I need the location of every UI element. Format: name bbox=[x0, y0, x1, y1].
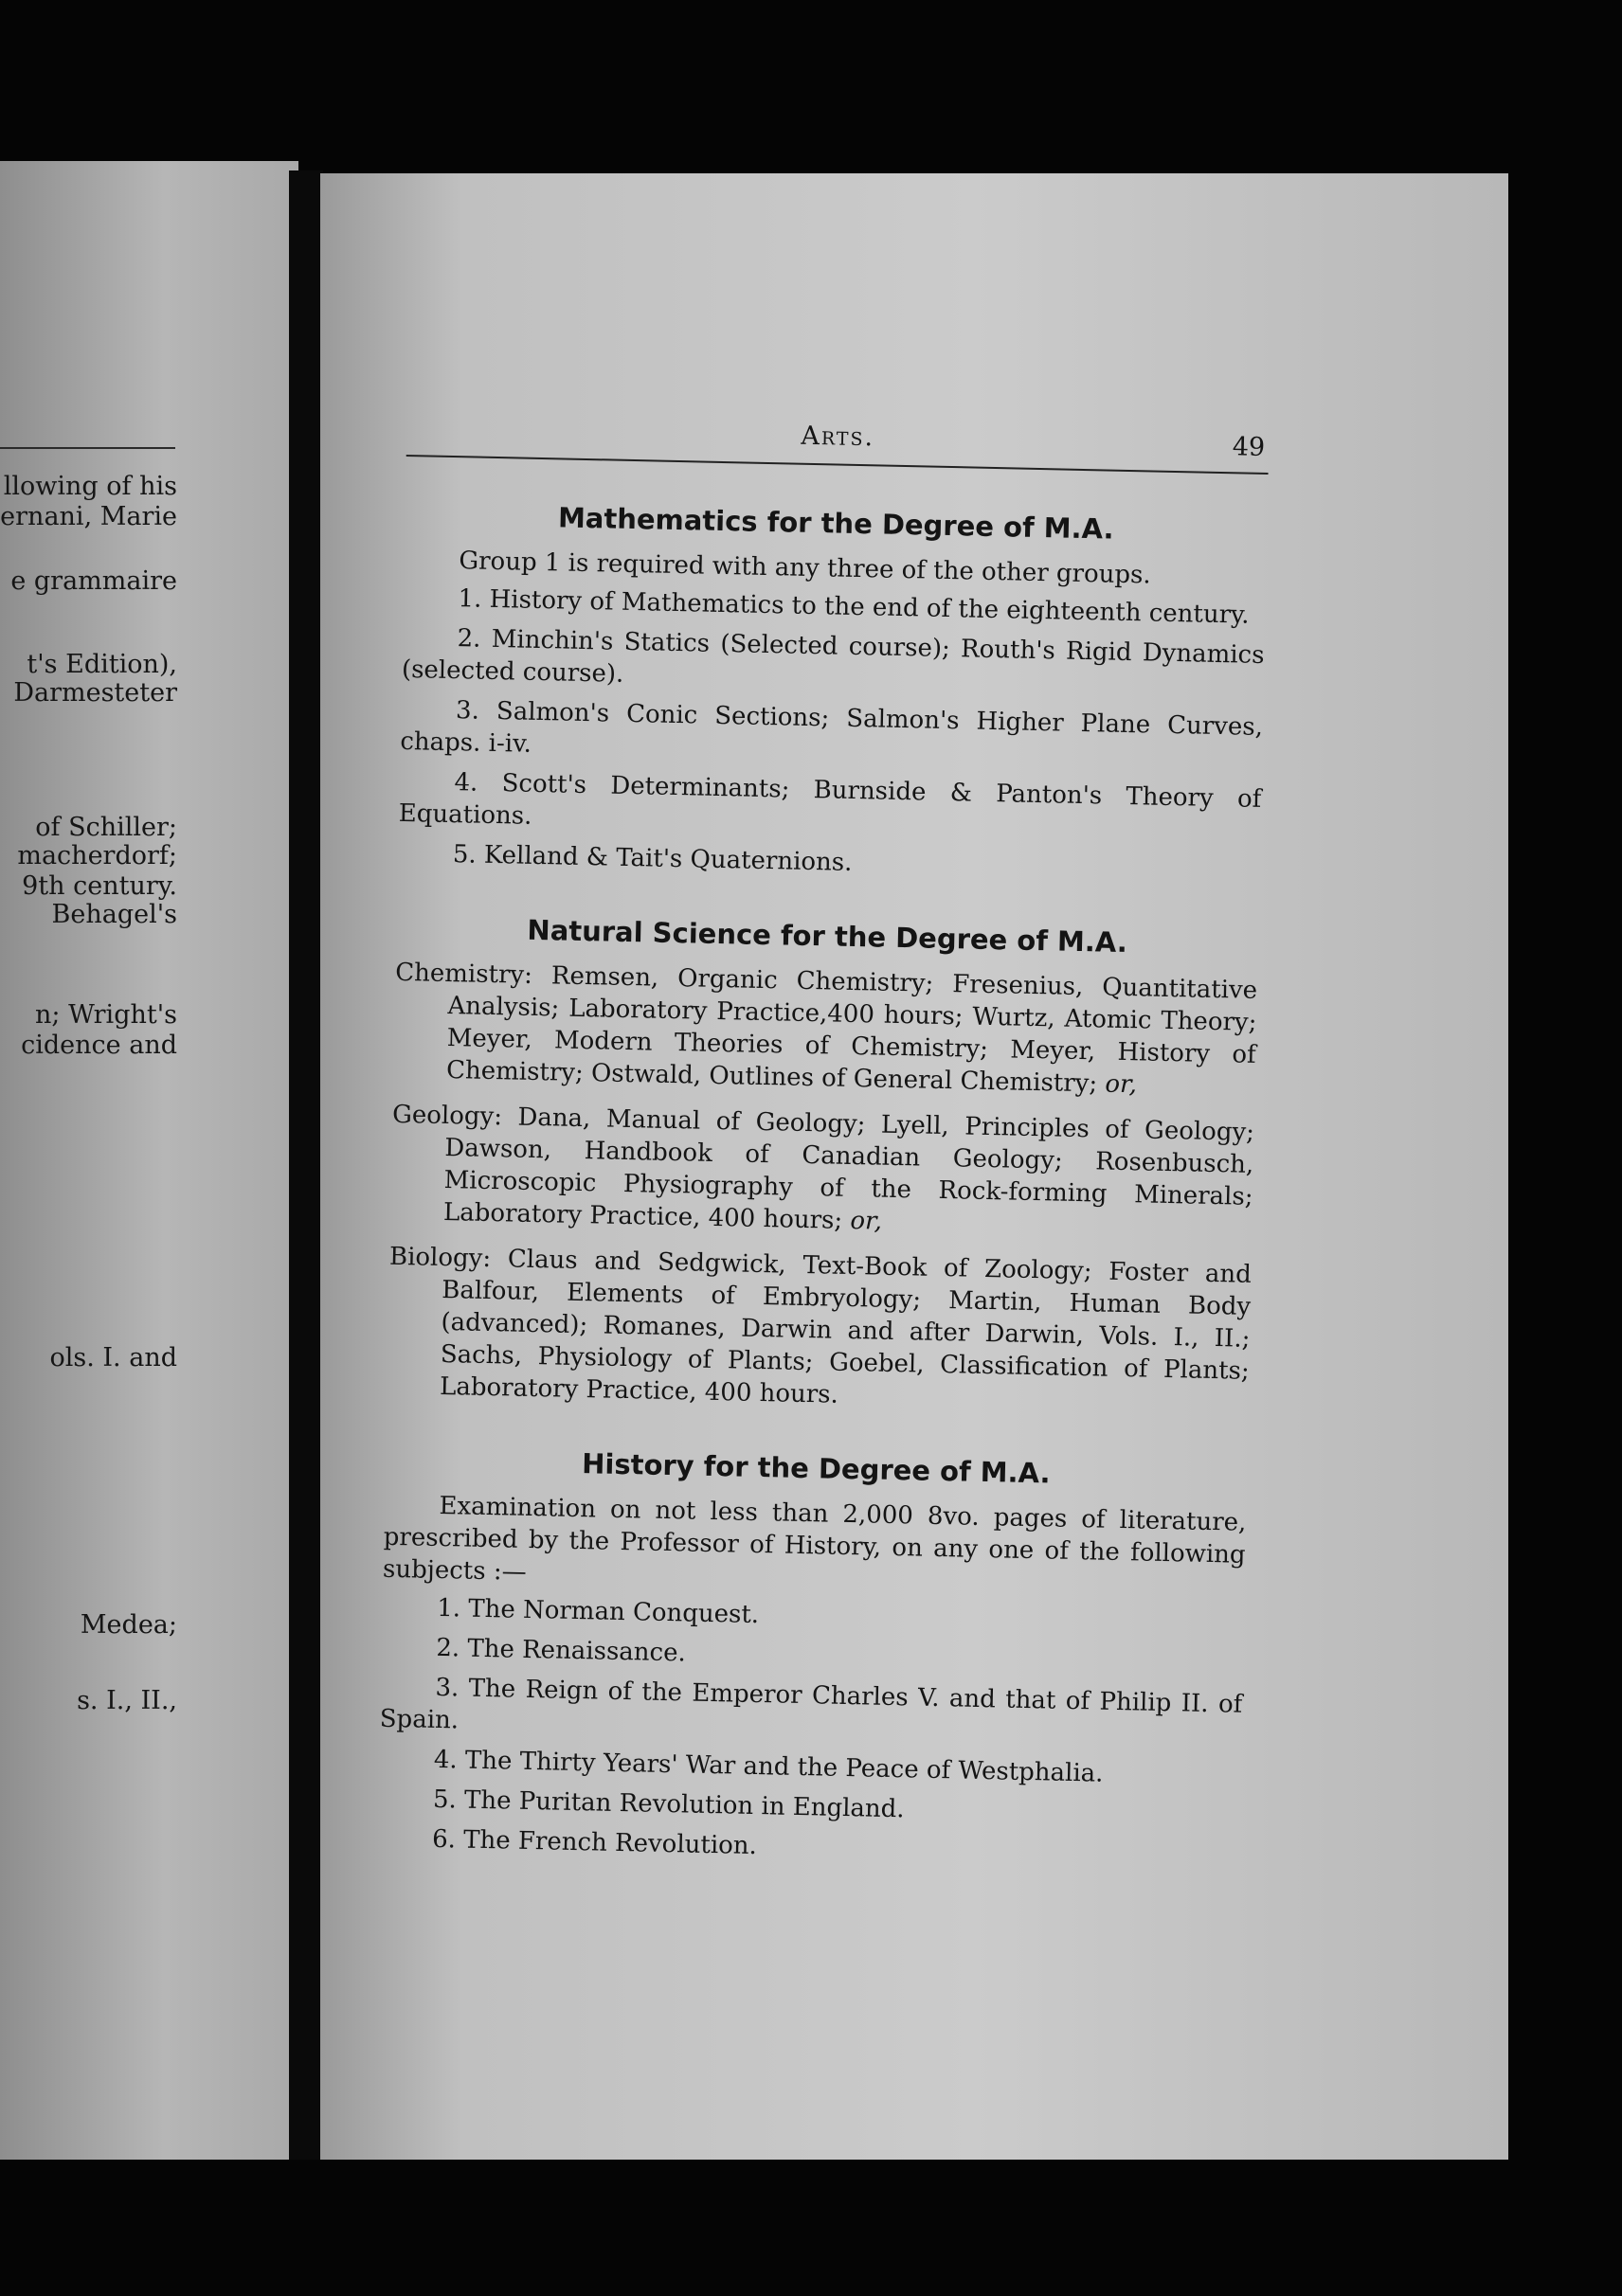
list-item: 1. History of Mathematics to the end of the eighteenth century. bbox=[458, 584, 1250, 630]
page-content bbox=[377, 398, 1270, 1880]
list-item: 4. Scott's Determinants; Burnside & Panton's Theory of Equations. bbox=[398, 768, 1262, 831]
list-item: 2. The Renaissance. bbox=[436, 1633, 687, 1668]
entry-text: Claus and Sedgwick, Text-Book of Zoology; Foster and Balfour, Elements of Embryology; Martin, Human Body (advanced); Romanes, Darwin and after Darwin, Vols. I., II.; Sachs, Physiology of Plants; Goebel, Classification of Plants; Laboratory Practice, 400 hours. bbox=[439, 1245, 1253, 1409]
page-number: 49 bbox=[1232, 432, 1266, 462]
entry-text: Remsen, Organic Chemistry; Fresenius, Quantitative Analysis; Laboratory Practice,400 hours; Wurtz, Atomic Theory; Meyer, Modern Theories of Chemistry; Meyer, History of Chemistry; Ostwald, Outlines of General Chemistry; bbox=[445, 960, 1258, 1099]
subject-entry-chemistry bbox=[393, 957, 1258, 1103]
subject-entry-biology bbox=[387, 1241, 1252, 1420]
running-title: Arts. bbox=[801, 421, 875, 453]
facing-page-fragment: Behagel's bbox=[51, 900, 177, 929]
facing-page-fragment: e grammaire bbox=[10, 566, 177, 596]
facing-page-fragment: of Schiller; bbox=[35, 813, 177, 842]
section-intro: Examination on not less than 2,000 8vo. pages of literature, prescribed by the Professor of History, on any one of the following subjects :— bbox=[382, 1491, 1247, 1587]
facing-page-fragment: Darmesteter bbox=[13, 678, 177, 708]
mathematics-section bbox=[398, 498, 1268, 888]
facing-page-fragment: n; Wright's bbox=[35, 1000, 177, 1030]
facing-page-fragment: Medea; bbox=[80, 1610, 177, 1640]
entry-tail: or, bbox=[1096, 1069, 1138, 1100]
list-item: 2. Minchin's Statics (Selected course); Routh's Rigid Dynamics (selected course). bbox=[401, 624, 1265, 689]
facing-page-fragment: cidence and bbox=[21, 1031, 177, 1060]
entry-text: Dana, Manual of Geology; Lyell, Principles of Geology; Dawson, Handbook of Canadian Geology; Rosenbusch, Microscopic Physiography of the Rock-forming Minerals; Laboratory Practice, 400 hours; bbox=[442, 1103, 1255, 1235]
facing-page-fragment: ernani, Marie bbox=[0, 502, 177, 531]
list-item: 5. Kelland & Tait's Quaternions. bbox=[452, 840, 853, 877]
entry-tail: or, bbox=[841, 1206, 883, 1236]
entry-label: Geology: bbox=[391, 1100, 503, 1132]
entry-label: Biology: bbox=[388, 1242, 492, 1274]
facing-page-fragment: ols. I. and bbox=[49, 1343, 177, 1372]
list-item: 5. The Puritan Revolution in England. bbox=[432, 1785, 905, 1824]
natural-science-section bbox=[387, 911, 1259, 1420]
section-title: History for the Degree of M.A. bbox=[581, 1447, 1051, 1490]
entry-label: Chemistry: bbox=[394, 958, 533, 990]
list-item: 3. Salmon's Conic Sections; Salmon's Higher Plane Curves, chaps. i-iv. bbox=[400, 696, 1264, 759]
subject-entry-geology bbox=[390, 1099, 1255, 1246]
facing-page-fragment: s. I., II., bbox=[77, 1686, 177, 1715]
facing-page-fragment: llowing of his bbox=[3, 472, 177, 501]
list-item: 4. The Thirty Years' War and the Peace of Westphalia. bbox=[433, 1745, 1104, 1788]
facing-page-fragment: t's Edition), bbox=[27, 650, 177, 679]
list-item: 3. The Reign of the Emperor Charles V. and that of Philip II. of Spain. bbox=[379, 1673, 1243, 1735]
facing-page-fragment: macherdorf; bbox=[17, 841, 177, 870]
facing-page bbox=[0, 161, 298, 2160]
facing-page-fragment: 9th century. bbox=[22, 871, 177, 901]
section-title: Natural Science for the Degree of M.A. bbox=[527, 913, 1128, 960]
section-intro: Group 1 is required with any three of the other groups. bbox=[459, 547, 1151, 590]
section-title: Mathematics for the Degree of M.A. bbox=[557, 501, 1114, 546]
list-item: 6. The French Revolution. bbox=[431, 1824, 758, 1861]
facing-page-rule bbox=[0, 447, 175, 449]
history-section bbox=[377, 1444, 1248, 1873]
list-item: 1. The Norman Conquest. bbox=[436, 1593, 760, 1630]
book-binding-gutter bbox=[289, 170, 323, 2160]
